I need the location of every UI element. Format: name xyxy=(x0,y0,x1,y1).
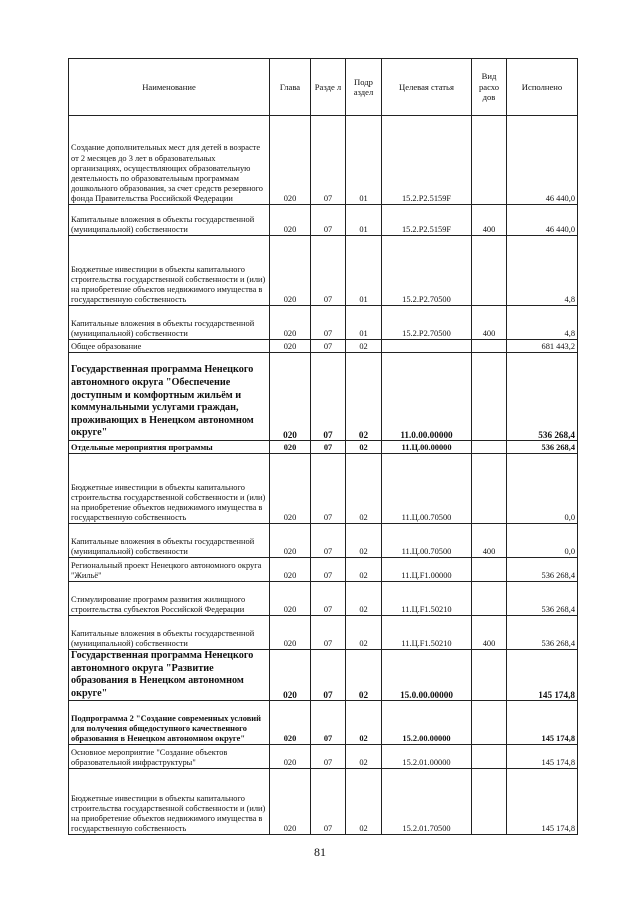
row-vid xyxy=(472,558,507,582)
row-executed: 536 268,4 xyxy=(507,558,578,582)
row-vid xyxy=(472,650,507,701)
row-podrazdel: 02 xyxy=(346,454,382,524)
row-vid xyxy=(472,769,507,835)
row-razdel: 07 xyxy=(311,769,346,835)
row-vid xyxy=(472,745,507,769)
row-vid xyxy=(472,441,507,454)
row-razdel: 07 xyxy=(311,454,346,524)
row-glava: 020 xyxy=(270,353,311,441)
table-row xyxy=(69,236,578,306)
row-target: 11.Ц.00.00000 xyxy=(382,441,472,454)
row-target xyxy=(382,340,472,353)
row-executed: 536 268,4 xyxy=(507,616,578,650)
row-razdel: 07 xyxy=(311,745,346,769)
table-row xyxy=(69,306,578,340)
page-number: 81 xyxy=(314,845,326,859)
row-executed: 145 174,8 xyxy=(507,701,578,745)
row-glava: 020 xyxy=(270,582,311,616)
row-target: 15.2.00.00000 xyxy=(382,701,472,745)
row-podrazdel: 02 xyxy=(346,701,382,745)
row-name: Основное мероприятие "Создание объектов образовательной инфраструктуры" xyxy=(69,745,270,769)
row-glava: 020 xyxy=(270,306,311,340)
row-razdel: 07 xyxy=(311,353,346,441)
row-executed: 4,8 xyxy=(507,236,578,306)
row-razdel: 07 xyxy=(311,441,346,454)
row-podrazdel: 02 xyxy=(346,441,382,454)
row-name: Стимулирование программ развития жилищного строительства субъектов Российской Федерации xyxy=(69,582,270,616)
row-vid: 400 xyxy=(472,524,507,558)
row-name: Общее образование xyxy=(69,340,270,353)
row-razdel: 07 xyxy=(311,205,346,236)
table-row xyxy=(69,745,578,769)
row-executed: 46 440,0 xyxy=(507,205,578,236)
row-razdel: 07 xyxy=(311,236,346,306)
table-row xyxy=(69,558,578,582)
row-executed: 145 174,8 xyxy=(507,745,578,769)
row-podrazdel: 02 xyxy=(346,558,382,582)
row-podrazdel: 01 xyxy=(346,116,382,205)
row-target: 11.0.00.00000 xyxy=(382,353,472,441)
header-podrazdel: Подр аздел xyxy=(346,59,382,116)
row-executed: 145 174,8 xyxy=(507,650,578,701)
row-executed: 536 268,4 xyxy=(507,582,578,616)
budget-table xyxy=(68,58,578,835)
row-glava: 020 xyxy=(270,701,311,745)
row-target: 11.Ц.F1.50210 xyxy=(382,582,472,616)
row-executed: 145 174,8 xyxy=(507,769,578,835)
table-row xyxy=(69,441,578,454)
row-podrazdel: 02 xyxy=(346,340,382,353)
table-row xyxy=(69,769,578,835)
row-razdel: 07 xyxy=(311,306,346,340)
row-podrazdel: 02 xyxy=(346,582,382,616)
row-vid xyxy=(472,454,507,524)
row-target: 15.2.P2.70500 xyxy=(382,306,472,340)
row-name: Капитальные вложения в объекты государственной (муниципальной) собственности xyxy=(69,616,270,650)
row-glava: 020 xyxy=(270,454,311,524)
table-row xyxy=(69,116,578,205)
row-name: Региональный проект Ненецкого автономного округа "Жильё" xyxy=(69,558,270,582)
header-vid: Вид расхо дов xyxy=(472,59,507,116)
row-podrazdel: 01 xyxy=(346,205,382,236)
table-header-row xyxy=(69,59,578,116)
row-podrazdel: 01 xyxy=(346,306,382,340)
row-name: Подпрограмма 2 "Создание современных условий для получения общедоступного качественного образования в Ненецком автономном округе" xyxy=(69,701,270,745)
table-row xyxy=(69,582,578,616)
table-row xyxy=(69,205,578,236)
row-target: 15.2.01.70500 xyxy=(382,769,472,835)
row-target: 15.0.00.00000 xyxy=(382,650,472,701)
row-name: Бюджетные инвестиции в объекты капитального строительства государственной собственности и (или) на приобретение объектов недвижимого имущества в государственную собственность xyxy=(69,454,270,524)
row-vid xyxy=(472,582,507,616)
row-executed: 0,0 xyxy=(507,524,578,558)
row-target: 15.2.01.00000 xyxy=(382,745,472,769)
row-vid xyxy=(472,353,507,441)
row-name: Капитальные вложения в объекты государственной (муниципальной) собственности xyxy=(69,306,270,340)
header-glava: Глава xyxy=(270,59,311,116)
row-target: 11.Ц.F1.00000 xyxy=(382,558,472,582)
row-glava: 020 xyxy=(270,205,311,236)
row-razdel: 07 xyxy=(311,582,346,616)
header-target: Целевая статья xyxy=(382,59,472,116)
table-row xyxy=(69,701,578,745)
table-row xyxy=(69,650,578,701)
row-podrazdel: 02 xyxy=(346,650,382,701)
row-podrazdel: 02 xyxy=(346,616,382,650)
row-name: Государственная программа Ненецкого автономного округа "Обеспечение доступным и комфортным жильём и коммунальными услугами граждан, проживающих в Ненецком автономном округе" xyxy=(69,353,270,441)
row-razdel: 07 xyxy=(311,116,346,205)
row-razdel: 07 xyxy=(311,524,346,558)
row-name: Создание дополнительных мест для детей в возрасте от 2 месяцев до 3 лет в образовательных организациях, осуществляющих образовательную деятельность по образовательным программам дошкольного образования, за счет средств резервного фонда Правительства Российской Федерации xyxy=(69,116,270,205)
row-name: Отдельные мероприятия программы xyxy=(69,441,270,454)
row-name: Бюджетные инвестиции в объекты капитального строительства государственной собственности и (или) на приобретение объектов недвижимого имущества в государственную собственность xyxy=(69,769,270,835)
row-target: 11.Ц.00.70500 xyxy=(382,454,472,524)
row-podrazdel: 01 xyxy=(346,236,382,306)
row-target: 11.Ц.F1.50210 xyxy=(382,616,472,650)
row-glava: 020 xyxy=(270,116,311,205)
row-name: Государственная программа Ненецкого автономного округа "Развитие образования в Ненецком автономном округе" xyxy=(69,650,270,701)
row-executed: 0,0 xyxy=(507,454,578,524)
table-row xyxy=(69,353,578,441)
row-glava: 020 xyxy=(270,616,311,650)
row-glava: 020 xyxy=(270,650,311,701)
row-glava: 020 xyxy=(270,236,311,306)
row-vid: 400 xyxy=(472,205,507,236)
row-name: Бюджетные инвестиции в объекты капитального строительства государственной собственности и (или) на приобретение объектов недвижимого имущества в государственную собственность xyxy=(69,236,270,306)
row-podrazdel: 02 xyxy=(346,353,382,441)
row-vid xyxy=(472,340,507,353)
row-executed: 536 268,4 xyxy=(507,353,578,441)
row-executed: 46 440,0 xyxy=(507,116,578,205)
row-target: 11.Ц.00.70500 xyxy=(382,524,472,558)
row-razdel: 07 xyxy=(311,650,346,701)
row-executed: 536 268,4 xyxy=(507,441,578,454)
table-row xyxy=(69,616,578,650)
row-vid xyxy=(472,116,507,205)
row-vid: 400 xyxy=(472,616,507,650)
row-target: 15.2.P2.5159F xyxy=(382,205,472,236)
row-razdel: 07 xyxy=(311,340,346,353)
row-podrazdel: 02 xyxy=(346,769,382,835)
row-vid xyxy=(472,701,507,745)
row-executed: 681 443,2 xyxy=(507,340,578,353)
row-vid: 400 xyxy=(472,306,507,340)
table-row xyxy=(69,454,578,524)
row-podrazdel: 02 xyxy=(346,524,382,558)
header-razdel: Разде л xyxy=(311,59,346,116)
row-razdel: 07 xyxy=(311,558,346,582)
row-glava: 020 xyxy=(270,524,311,558)
row-podrazdel: 02 xyxy=(346,745,382,769)
row-target: 15.2.P2.70500 xyxy=(382,236,472,306)
table-row xyxy=(69,340,578,353)
row-vid xyxy=(472,236,507,306)
row-executed: 4,8 xyxy=(507,306,578,340)
table-row xyxy=(69,524,578,558)
header-executed: Исполнено xyxy=(507,59,578,116)
row-name: Капитальные вложения в объекты государственной (муниципальной) собственности xyxy=(69,524,270,558)
row-razdel: 07 xyxy=(311,616,346,650)
row-razdel: 07 xyxy=(311,701,346,745)
row-name: Капитальные вложения в объекты государственной (муниципальной) собственности xyxy=(69,205,270,236)
row-glava: 020 xyxy=(270,441,311,454)
row-glava: 020 xyxy=(270,340,311,353)
row-target: 15.2.P2.5159F xyxy=(382,116,472,205)
row-glava: 020 xyxy=(270,769,311,835)
header-name: Наименование xyxy=(69,59,270,116)
row-glava: 020 xyxy=(270,745,311,769)
row-glava: 020 xyxy=(270,558,311,582)
